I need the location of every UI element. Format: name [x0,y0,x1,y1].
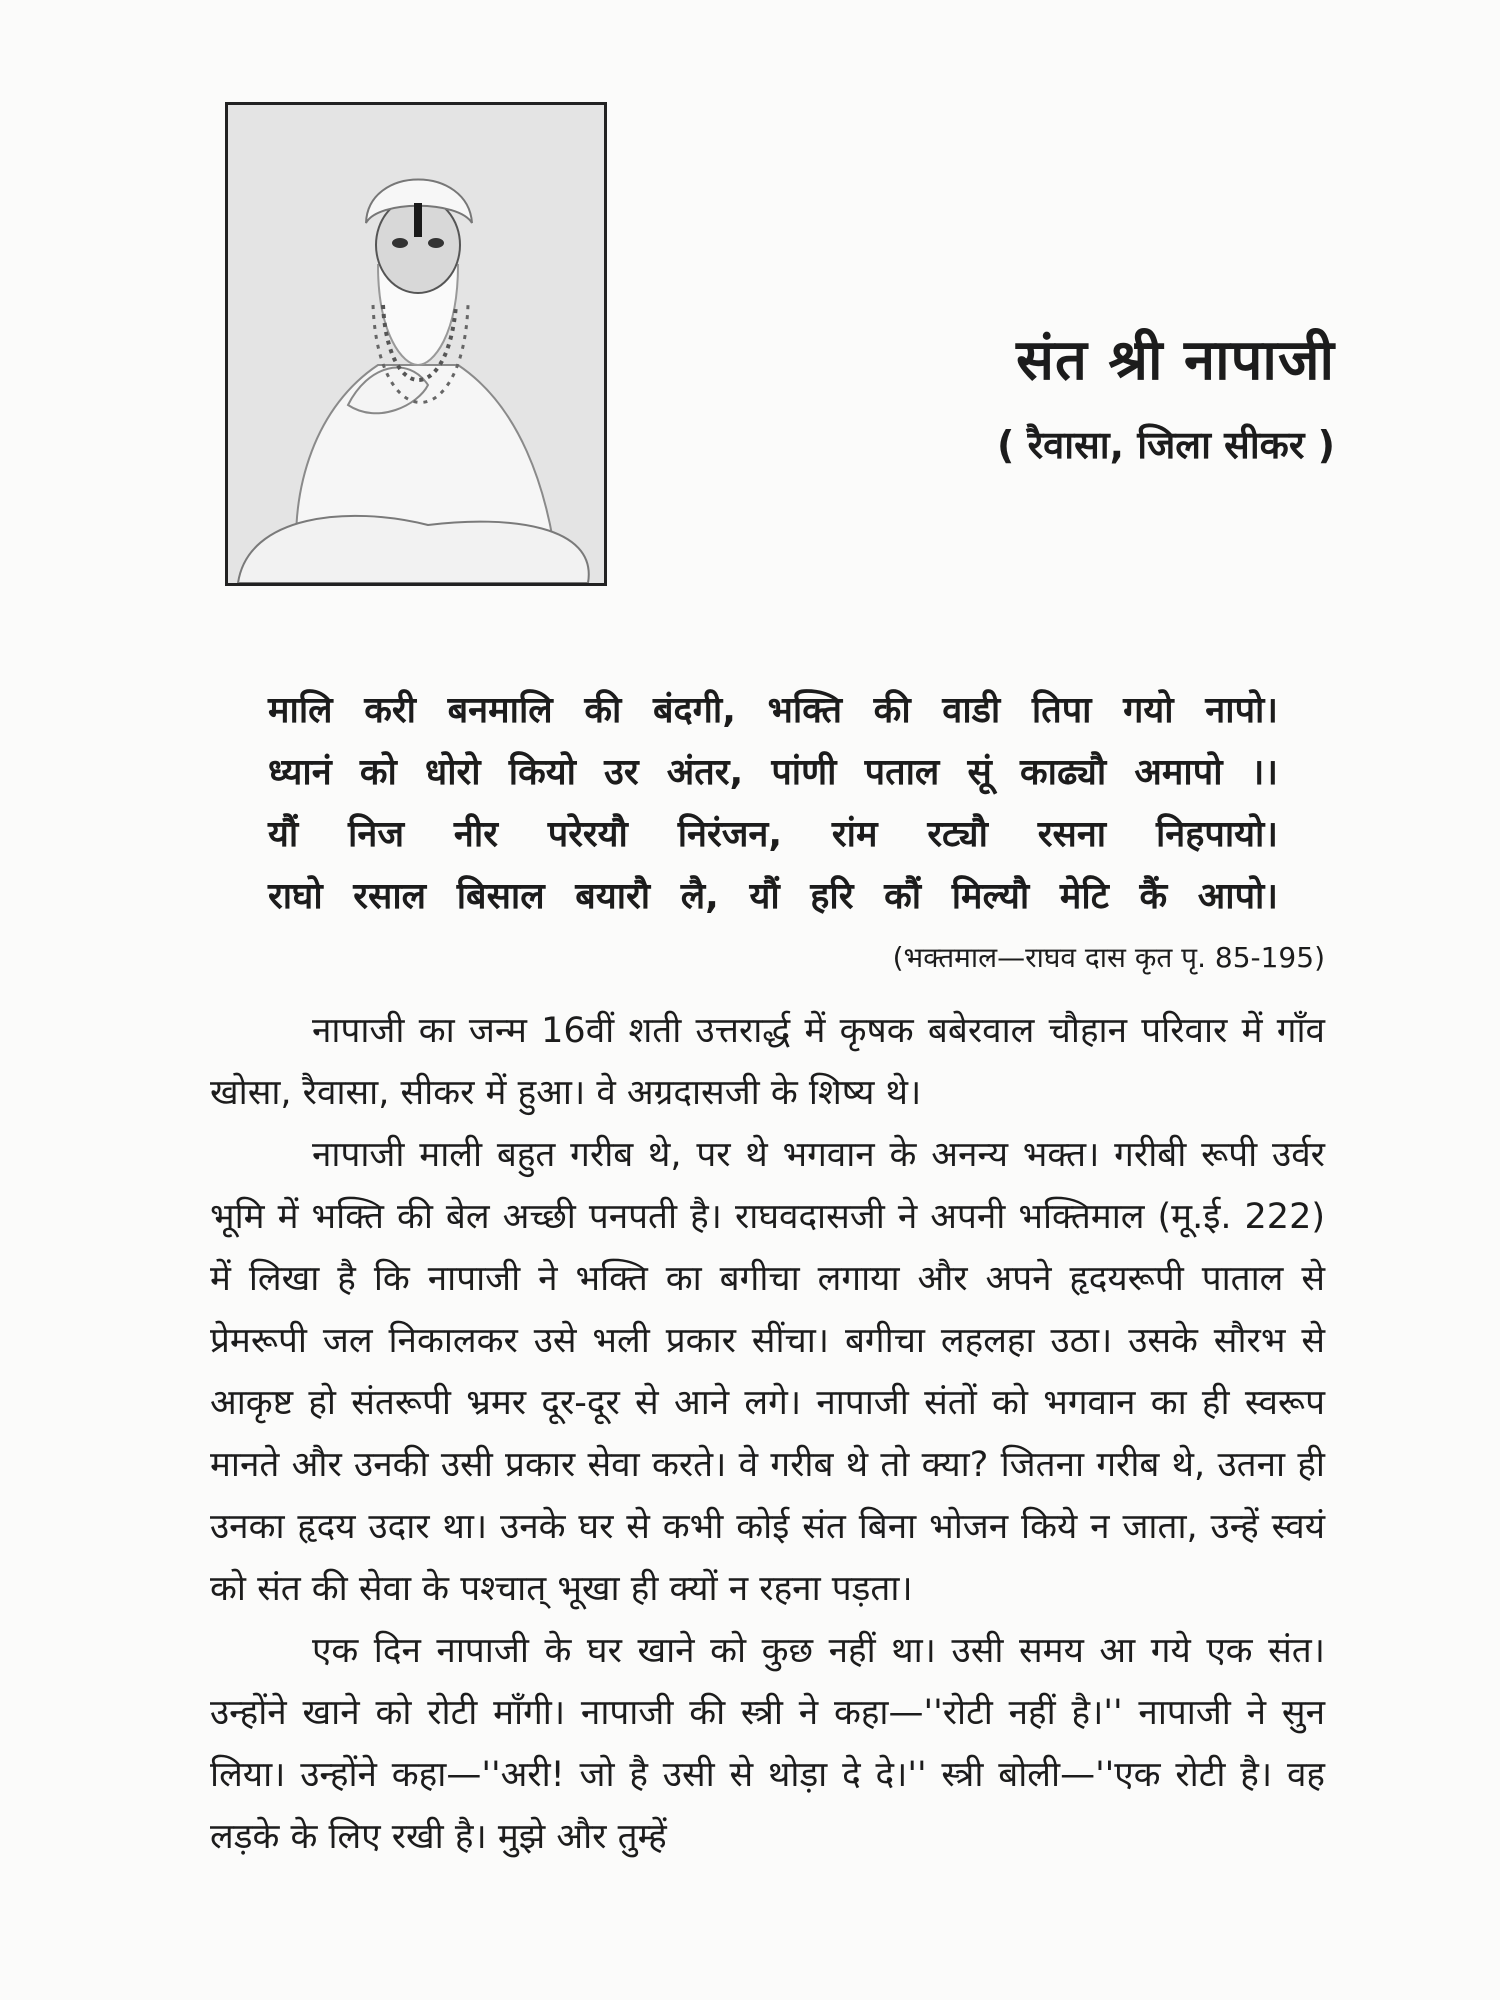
paragraph: नापाजी का जन्म 16वीं शती उत्तरार्द्ध में कृषक बबेरवाल चौहान परिवार में गाँव खोसा, रैवासा, सीकर में हुआ। वे अग्रदासजी के शिष्य थे। [210,1011,1325,1113]
verse-line: ध्यानं को धोरो कियो उर अंतर, पांणी पताल सूं काढ्यौ अमापो ।। [268,752,1278,793]
verse-line: मालि करी बनमालि की बंदगी, भक्ति की वाडी तिपा गयो नापो। [268,690,1278,731]
verse-block [268,680,1278,928]
page-subtitle: ( रैवासा, जिला सीकर ) [996,423,1335,467]
body-text [210,1000,1325,1868]
verse-source: (भक्तमाल—राघव दास कृत पृ. 85-195) [892,941,1325,974]
title-block [997,320,1335,470]
page-title: संत श्री नापाजी [1016,328,1335,393]
verse-line: यौं निज नीर परेरयौ निरंजन, रांम रट्यौ रसना निहपायो। [268,814,1278,855]
verse-line: राघो रसाल बिसाल बयारौ लै, यौं हरि कौं मिल्यौ मेटि कैं आपो। [268,876,1278,917]
saint-portrait [225,102,607,586]
paragraph: नापाजी माली बहुत गरीब थे, पर थे भगवान के अनन्य भक्त। गरीबी रूपी उर्वर भूमि में भक्ति की बेल अच्छी पनपती है। राघवदासजी ने अपनी भक्तिमाल (मू.ई. 222) में लिखा है कि नापाजी ने भक्ति का बगीचा लगाया और अपने हृदयरूपी पाताल से प्रेमरूपी जल निकालकर उसे भली प्रकार सींचा। बगीचा लहलहा उठा। उसके सौरभ से आकृष्ट हो संतरूपी भ्रमर दूर-दूर से आने लगे। नापाजी संतों को भगवान का ही स्वरूप मानते और उनकी उसी प्रकार सेवा करते। वे गरीब थे तो क्या? जितना गरीब थे, उतना ही उनका हृदय उदार था। उनके घर से कभी कोई संत बिना भोजन किये न जाता, उन्हें स्वयं को संत की सेवा के पश्चात् भूखा ही क्यों न रहना पड़ता। [210,1135,1325,1609]
paragraph: एक दिन नापाजी के घर खाने को कुछ नहीं था। उसी समय आ गये एक संत। उन्होंने खाने को रोटी माँगी। नापाजी की स्त्री ने कहा—''रोटी नहीं है।'' नापाजी ने सुन लिया। उन्होंने कहा—''अरी! जो है उसी से थोड़ा दे दे।'' स्त्री बोली—''एक रोटी है। वह लड़के के लिए रखी है। मुझे और तुम्हें [210,1631,1325,1857]
saint-portrait-illustration [228,105,604,583]
